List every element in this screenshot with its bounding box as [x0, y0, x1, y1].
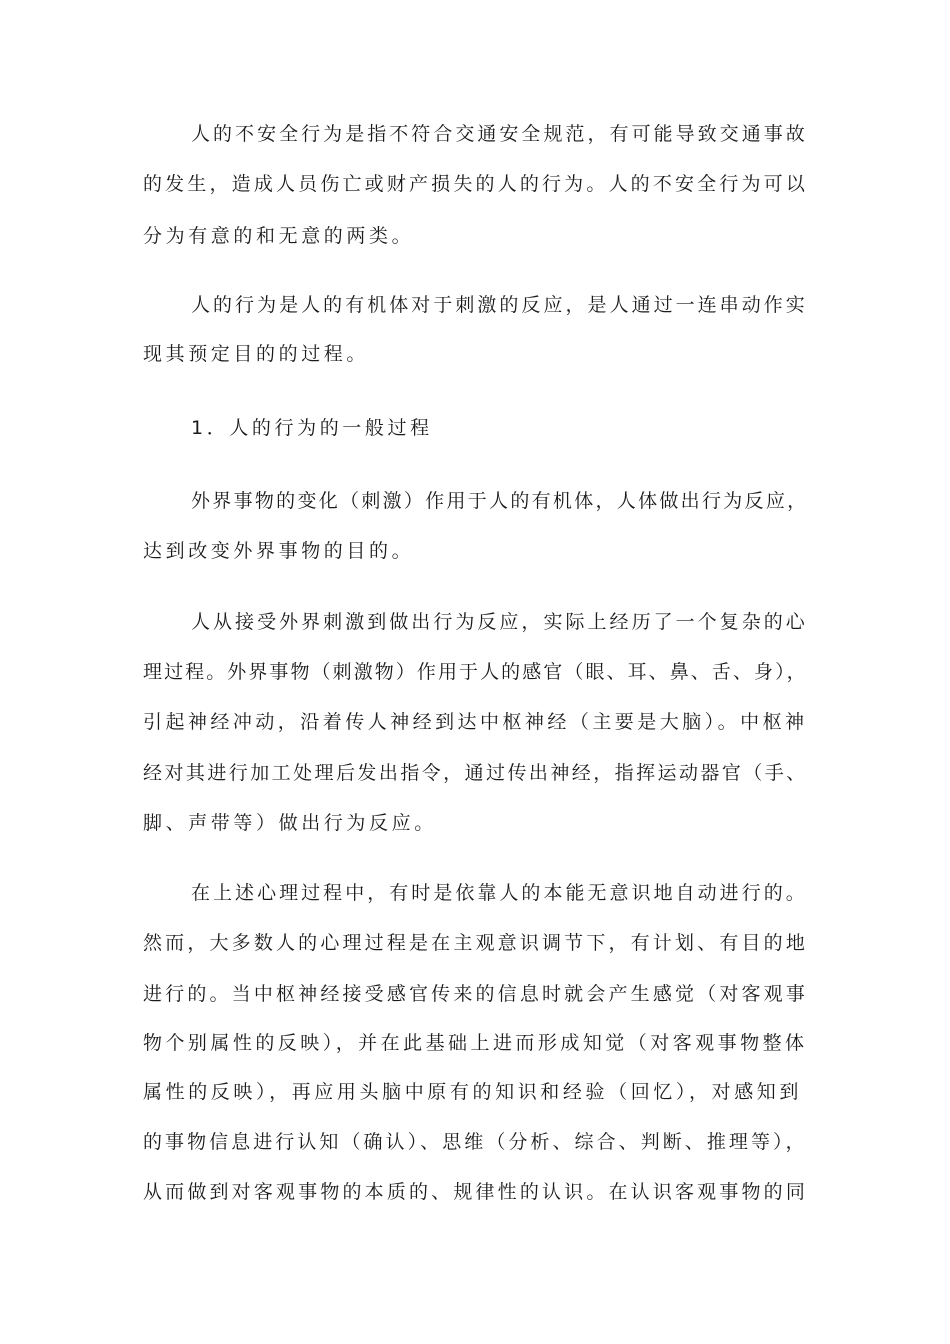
paragraph-5-line-3: 进行的。当中枢神经接受感官传来的信息时就会产生感觉（对客观事	[143, 983, 809, 1005]
paragraph-3-line-2: 达到改变外界事物的目的。	[143, 540, 415, 562]
paragraph-4-line-1: 人从接受外界刺激到做出行为反应，实际上经历了一个复杂的心	[191, 611, 808, 633]
paragraph-3-line-1: 外界事物的变化（刺激）作用于人的有机体，人体做出行为反应，	[191, 490, 809, 512]
paragraph-5-line-1: 在上述心理过程中，有时是依靠人的本能无意识地自动进行的。	[191, 882, 808, 904]
paragraph-5-line-7: 从而做到对客观事物的本质的、规律性的认识。在认识客观事物的同	[143, 1181, 809, 1203]
section-heading: 1．人的行为的一般过程	[191, 417, 433, 439]
paragraph-1-line-2: 的发生，造成人员伤亡或财产损失的人的行为。人的不安全行为可以	[143, 173, 809, 195]
paragraph-1-line-3: 分为有意的和无意的两类。	[143, 225, 415, 247]
paragraph-5-line-2: 然而，大多数人的心理过程是在主观意识调节下，有计划、有目的地	[143, 932, 809, 954]
paragraph-5-line-4: 物个别属性的反映），并在此基础上进而形成知觉（对客观事物整体	[143, 1032, 808, 1054]
paragraph-4-line-5: 脚、声带等）做出行为反应。	[143, 812, 437, 834]
paragraph-5-line-6: 的事物信息进行认知（确认）、思维（分析、综合、判断、推理等），	[143, 1131, 808, 1153]
paragraph-2-line-2: 现其预定目的的过程。	[143, 343, 370, 365]
paragraph-4-line-4: 经对其进行加工处理后发出指令，通过传出神经，指挥运动器官（手、	[143, 762, 808, 784]
paragraph-1-line-1: 人的不安全行为是指不符合交通安全规范，有可能导致交通事故	[191, 123, 808, 145]
paragraph-4-line-3: 引起神经冲动，沿着传人神经到达中枢神经（主要是大脑）。中枢神	[143, 711, 808, 733]
paragraph-5-line-5: 属性的反映），再应用头脑中原有的知识和经验（回忆），对感知到	[143, 1081, 803, 1103]
paragraph-4-line-2: 理过程。外界事物（刺激物）作用于人的感官（眼、耳、鼻、舌、身），	[143, 661, 808, 683]
paragraph-2-line-1: 人的行为是人的有机体对于刺激的反应，是人通过一连串动作实	[191, 294, 808, 316]
